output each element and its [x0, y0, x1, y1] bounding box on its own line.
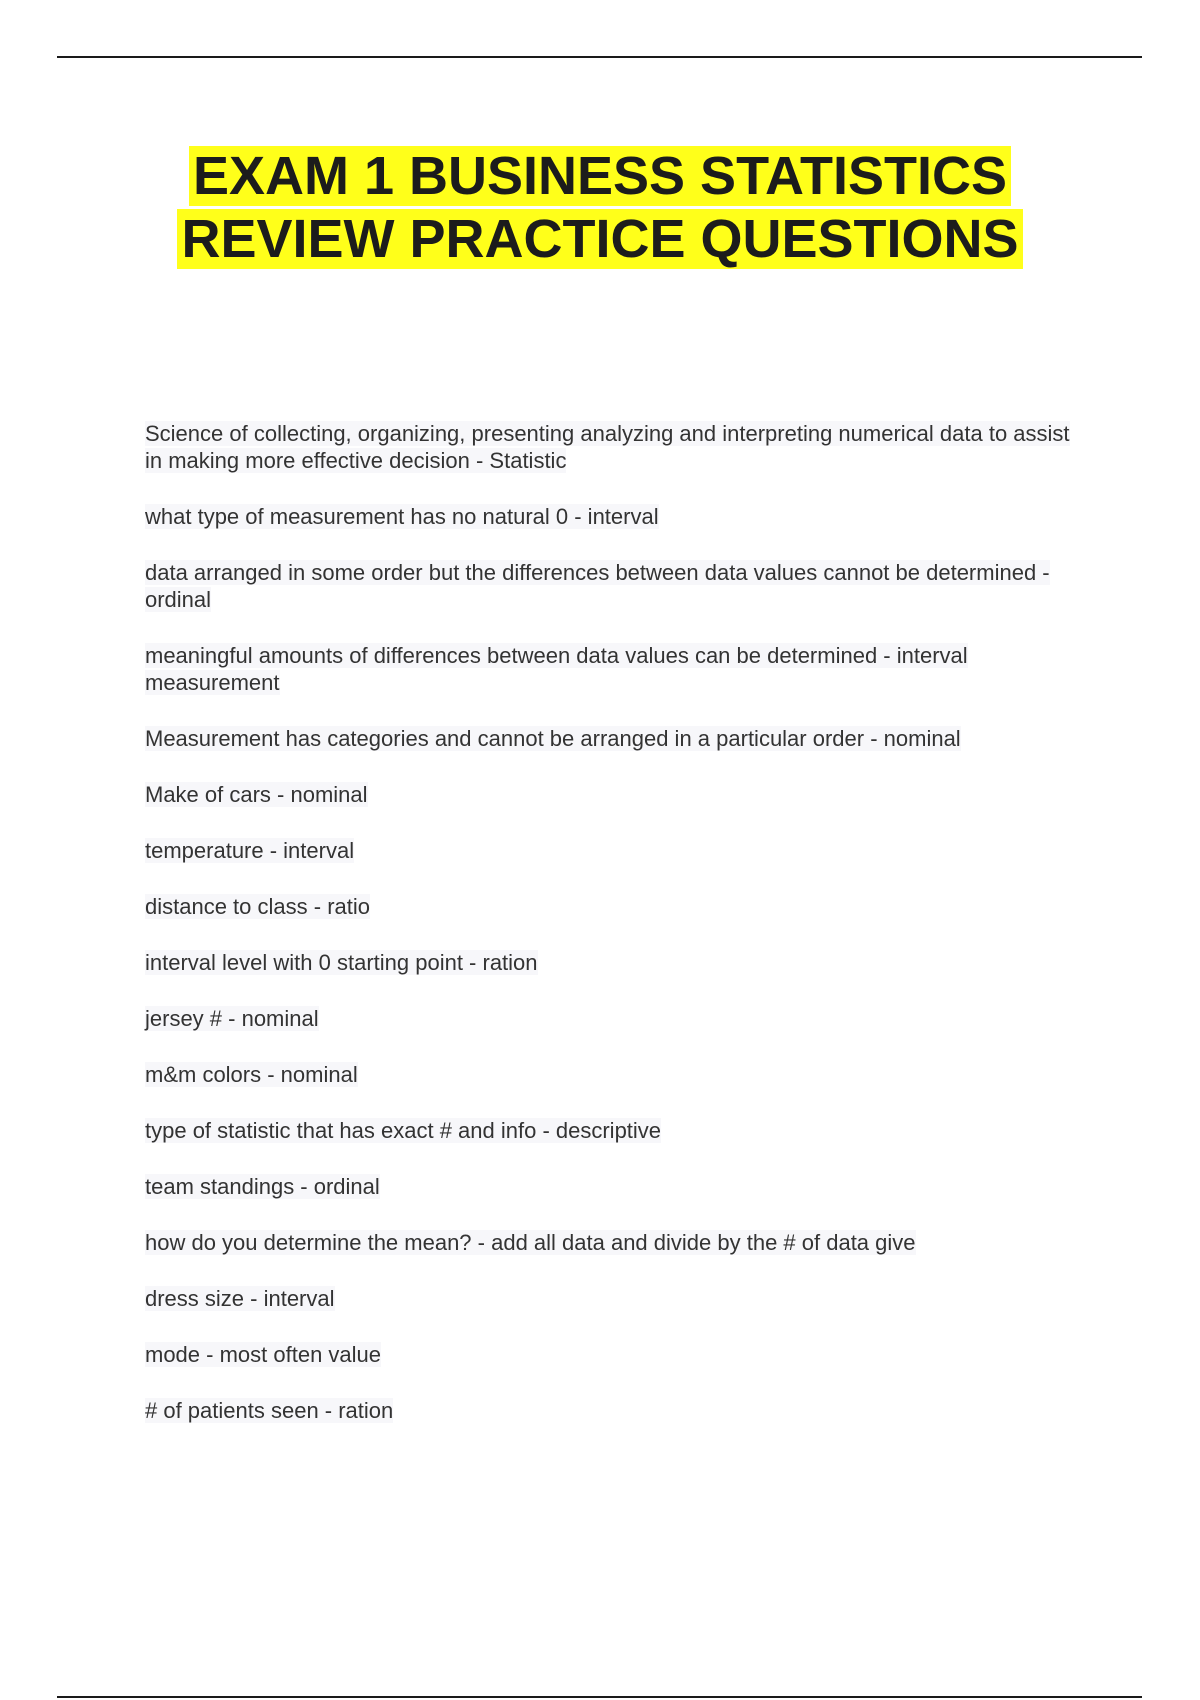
- list-item: [145, 781, 1075, 808]
- list-item-text: dress size - interval: [145, 1286, 335, 1311]
- title-line-1: EXAM 1 BUSINESS STATISTICS: [189, 146, 1011, 206]
- list-item: [145, 559, 1075, 613]
- list-item: [145, 1173, 1075, 1200]
- list-item: [145, 725, 1075, 752]
- list-item: [145, 1005, 1075, 1032]
- list-item: [145, 893, 1075, 920]
- list-item: [145, 642, 1075, 696]
- list-item-text: Measurement has categories and cannot be arranged in a particular order - nominal: [145, 726, 961, 751]
- list-item-text: Make of cars - nominal: [145, 782, 368, 807]
- bottom-rule: [57, 1696, 1142, 1698]
- list-item: [145, 1229, 1075, 1256]
- list-item-text: distance to class - ratio: [145, 894, 370, 919]
- list-item-text: Science of collecting, organizing, presenting analyzing and interpreting numerical data to assist in making more effective decision - Statistic: [145, 421, 1070, 473]
- top-rule: [57, 56, 1142, 58]
- list-item: [145, 1397, 1075, 1424]
- list-item-text: team standings - ordinal: [145, 1174, 380, 1199]
- list-item: [145, 1117, 1075, 1144]
- list-item-text: interval level with 0 starting point - ration: [145, 950, 538, 975]
- list-item-text: m&m colors - nominal: [145, 1062, 358, 1087]
- list-item-text: meaningful amounts of differences between data values can be determined - interval measurement: [145, 643, 968, 695]
- list-item-text: what type of measurement has no natural 0 - interval: [145, 504, 659, 529]
- list-item: [145, 503, 1075, 530]
- question-answer-list: [145, 420, 1075, 1453]
- list-item: [145, 1285, 1075, 1312]
- list-item-text: type of statistic that has exact # and info - descriptive: [145, 1118, 662, 1143]
- list-item-text: how do you determine the mean? - add all data and divide by the # of data give: [145, 1230, 916, 1255]
- list-item-text: data arranged in some order but the differences between data values cannot be determined - ordinal: [145, 560, 1050, 612]
- list-item: [145, 837, 1075, 864]
- list-item-text: jersey # - nominal: [145, 1006, 319, 1031]
- list-item: [145, 1341, 1075, 1368]
- title-line-2: REVIEW PRACTICE QUESTIONS: [177, 209, 1022, 269]
- list-item: [145, 1061, 1075, 1088]
- list-item: [145, 420, 1075, 474]
- document-title: [0, 145, 1200, 271]
- list-item-text: # of patients seen - ration: [145, 1398, 394, 1423]
- list-item-text: temperature - interval: [145, 838, 355, 863]
- list-item: [145, 949, 1075, 976]
- list-item-text: mode - most often value: [145, 1342, 382, 1367]
